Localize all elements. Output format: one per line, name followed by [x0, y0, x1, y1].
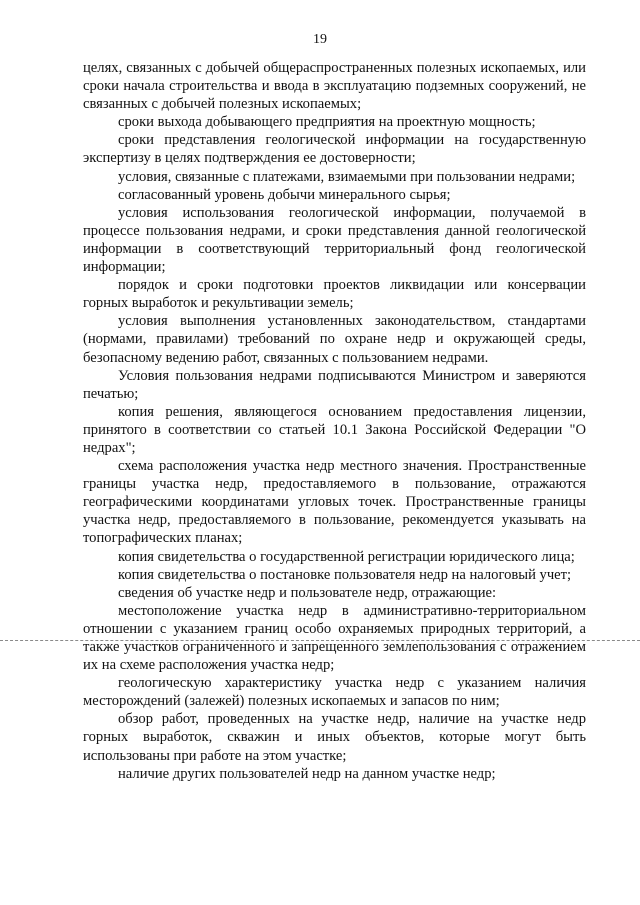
paragraph: копия свидетельства о государственной регистрации юридического лица; — [118, 548, 575, 565]
paragraph: сроки представления геологической информации на государственную экспертизу в целях подтверждения ее достоверности; — [83, 132, 586, 167]
paragraph: сроки выхода добывающего предприятия на проектную мощность; — [118, 114, 536, 131]
paragraph: геологическую характеристику участка недр с указанием наличия месторождений (залежей) полезных ископаемых и запасов по ним; — [83, 675, 586, 710]
paragraph: порядок и сроки подготовки проектов ликвидации или консервации горных выработок и рекультивации земель; — [83, 277, 586, 312]
paragraph: условия использования геологической информации, получаемой в процессе пользования недрами, и сроки представления данной геологической информации в соответствующий территориальный фонд геологической информации; — [83, 204, 586, 276]
page-number: 19 — [313, 32, 327, 47]
paragraph: Условия пользования недрами подписываются Министром и заверяются печатью; — [83, 367, 586, 402]
paragraph: сведения об участке недр и пользователе недр, отражающие: — [118, 584, 497, 601]
paragraph: согласованный уровень добычи минерального сырья; — [118, 186, 451, 203]
paragraph: обзор работ, проведенных на участке недр, наличие на участке недр горных выработок, скважин и иных объектов, которые могут быть использованы при работе на этом участке; — [83, 711, 586, 764]
paragraph: копия свидетельства о постановке пользователя недр на налоговый учет; — [118, 566, 572, 583]
paragraph: условия, связанные с платежами, взимаемыми при пользовании недрами; — [118, 168, 576, 185]
paragraph: целях, связанных с добычей общераспространенных полезных ископаемых, или сроки начала строительства и ввода в эксплуатацию подземных сооружений, не связанных с добычей полезных ископаемых; — [83, 60, 586, 113]
paragraph: копия решения, являющегося основанием предоставления лицензии, принятого в соответствии со статьей 10.1 Закона Российской Федерации "О недрах"; — [83, 403, 586, 456]
paragraph: местоположение участка недр в административно-территориальном отношении с указанием границ особо охраняемых природных территорий, а также участков ограниченного и запрещенного землепользования с отражением их на схеме расположения участка недр; — [83, 602, 586, 674]
paragraph: условия выполнения установленных законодательством, стандартами (нормами, правилами) требований по охране недр и окружающей среды, безопасному ведению работ, связанных с пользованием недрами. — [83, 313, 586, 366]
paragraph: наличие других пользователей недр на данном участке недр; — [118, 765, 496, 782]
document-body — [83, 59, 586, 783]
paragraph: схема расположения участка недр местного значения. Пространственные границы участка недр, предоставляемого в пользование, отражаются географическими координатами угловых точек. Пространственные границы участка недр, предоставляемого в пользование, рекомендуется указывать на топографических планах; — [83, 458, 586, 547]
